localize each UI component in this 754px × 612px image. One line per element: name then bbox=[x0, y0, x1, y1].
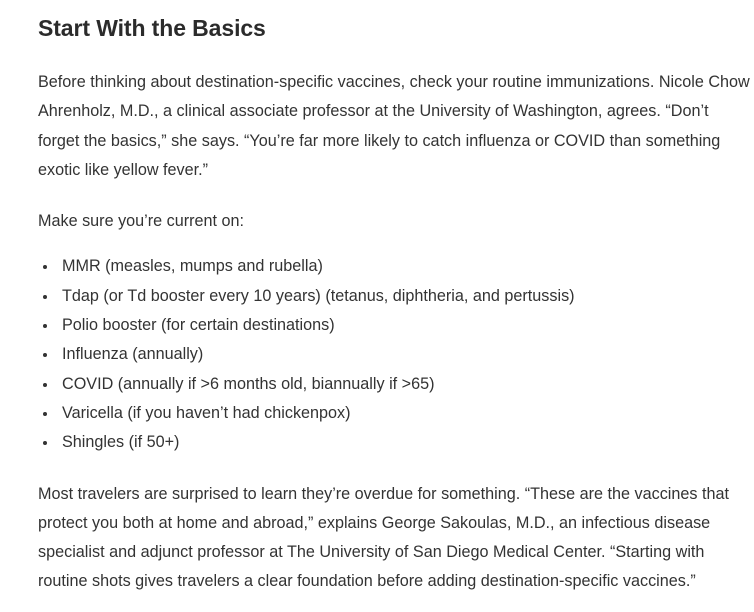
list-item bbox=[38, 340, 750, 369]
list-item bbox=[38, 282, 750, 311]
list-item-label: Tdap (or Td booster every 10 years) (tetanus, diphtheria, and pertussis) bbox=[62, 286, 575, 305]
intro-paragraph: Before thinking about destination-specific vaccines, check your routine immunizations. Nicole Chow Ahrenholz, M.D., a clinical associate professor at the University of Washington, agrees. “Don’t forget the basics,” she says. “You’re far more likely to catch influenza or COVID than something exotic like yellow fever.” bbox=[38, 73, 750, 179]
list-item-label: MMR (measles, mumps and rubella) bbox=[62, 257, 323, 276]
list-item bbox=[38, 311, 750, 340]
list-item-label: Varicella (if you haven’t had chickenpox) bbox=[62, 403, 351, 422]
list-item-label: COVID (annually if >6 months old, biannually if >65) bbox=[62, 374, 435, 393]
page-title: Start With the Basics bbox=[38, 15, 266, 41]
closing-paragraph: Most travelers are surprised to learn they’re overdue for something. “These are the vaccines that protect you both at home and abroad,” explains George Sakoulas, M.D., an infectious disease specialist and adjunct professor at The University of San Diego Medical Center. “Starting with routine shots gives travelers a clear foundation before adding destination-specific vaccines.” bbox=[38, 484, 729, 591]
list-item bbox=[38, 252, 750, 281]
list-item-label: Influenza (annually) bbox=[62, 345, 204, 364]
list-lead-in-text: Make sure you’re current on: bbox=[38, 212, 245, 231]
list-item bbox=[38, 428, 750, 457]
list-item bbox=[38, 399, 750, 428]
list-item-label: Polio booster (for certain destinations) bbox=[62, 316, 335, 335]
list-item-label: Shingles (if 50+) bbox=[62, 433, 180, 452]
list-item bbox=[38, 370, 750, 399]
vaccine-checklist bbox=[38, 252, 750, 457]
